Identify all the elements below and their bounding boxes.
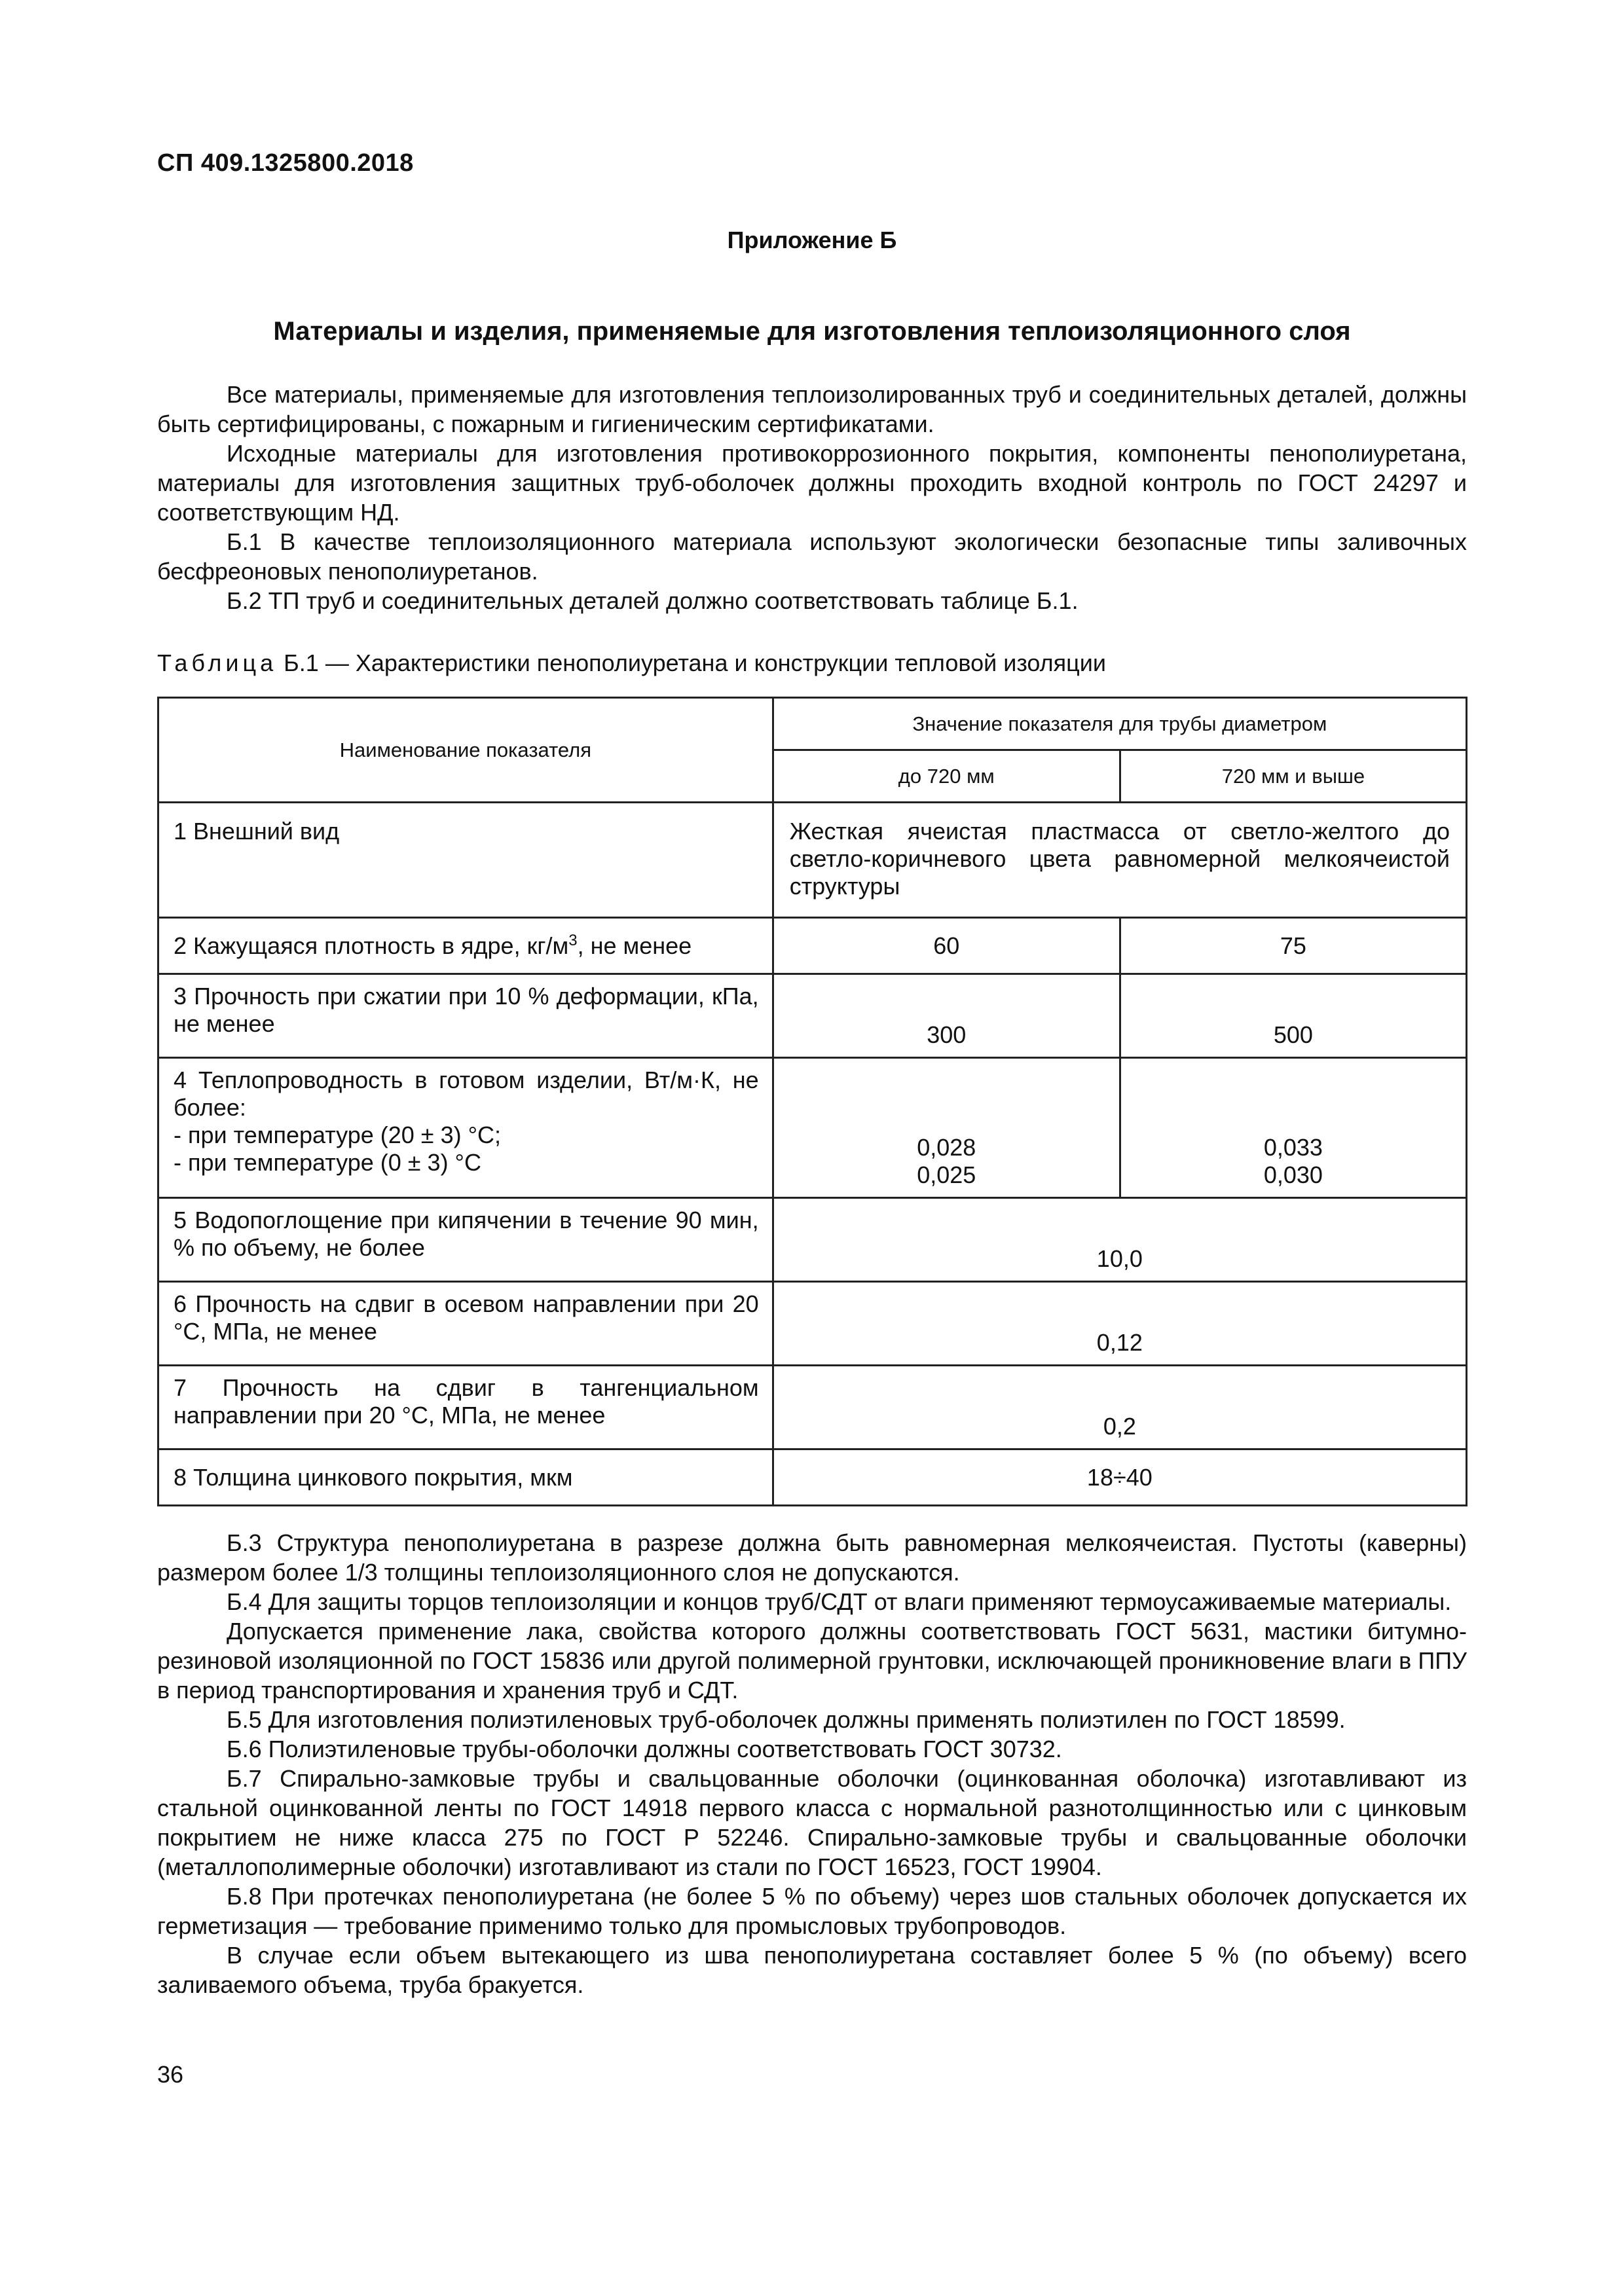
row-name: 8 Толщина цинкового покрытия, мкм [158,1449,773,1506]
row-subline: - при температуре (0 ± 3) °С [174,1149,481,1176]
row-value: 0,12 [773,1282,1466,1366]
row-value-col1 [773,1058,1120,1198]
characteristics-table [157,697,1467,1506]
value-line: 0,030 [1263,1161,1323,1188]
row-name: 3 Прочность при сжатии при 10 % деформации, кПа, не менее [158,974,773,1058]
intro-paragraph: Б.1 В качестве теплоизоляционного материала используют экологически безопасные типы заливочных бесфреоновых пенополиуретанов. [157,528,1467,585]
intro-text [157,380,1467,615]
table-row [158,1058,1467,1198]
clause-paragraph: Б.5 Для изготовления полиэтиленовых труб-оболочек должны применять полиэтилен по ГОСТ 18599. [227,1706,1346,1733]
table-row [158,803,1467,918]
row-value: 10,0 [773,1198,1466,1282]
appendix-label: Приложение Б [727,227,897,253]
page-number: 36 [157,2061,184,2088]
row-value-col2: 75 [1120,918,1466,974]
row-value-col1: 60 [773,918,1120,974]
table-row [158,1282,1467,1366]
clause-paragraph: Б.3 Структура пенополиуретана в разрезе должна быть равномерная мелкоячеистая. Пустоты (каверны) размером более 1/3 толщины теплоизоляционного слоя не допускаются. [157,1529,1467,1586]
row-value: 18÷40 [773,1449,1466,1506]
table-caption [157,649,1106,677]
clause-paragraph: Б.7 Спирально-замковые трубы и свальцованные оболочки (оцинкованная оболочка) изготавливают из стальной оцинкованной ленты по ГОСТ 14918 первого класса с нормальной разнотолщинностью или с цинковым покрытием не ниже класса 275 по ГОСТ Р 52246. Спирально-замковые трубы и свальцованные оболочки (металлополимерные оболочки) изготавливают из стали по ГОСТ 16523, ГОСТ 19904. [157,1765,1467,1880]
table-row [158,1198,1467,1282]
row-name-text: 4 Теплопроводность в готовом изделии, Вт/м·К, не более: [174,1066,759,1121]
row-name-text: 2 Кажущаяся плотность в ядре, кг/м [174,932,569,959]
row-value: 0,2 [773,1366,1466,1449]
row-value-col2: 500 [1120,974,1466,1058]
clause-paragraph: Б.4 Для защиты торцов теплоизоляции и концов труб/СДТ от влаги применяют термоусаживаемые материалы. [227,1588,1452,1615]
clauses-text [157,1528,1467,1999]
appendix-title: Материалы и изделия, применяемые для изготовления теплоизоляционного слоя [273,317,1351,346]
clause-paragraph: Допускается применение лака, свойства которого должны соответствовать ГОСТ 5631, мастики битумно-резиновой изоляционной по ГОСТ 15836 или другой полимерной грунтовки, исключающей проникновение влаги в ППУ в период транспортирования и хранения труб и СДТ. [157,1618,1467,1704]
row-value-col2 [1120,1058,1466,1198]
table-caption-word: Таблица [157,649,278,676]
header-col-720-plus: 720 мм и выше [1120,750,1466,803]
document-code: СП 409.1325800.2018 [157,149,414,177]
value-line: 0,025 [917,1161,976,1188]
value-line: 0,028 [917,1134,976,1161]
row-name [158,1058,773,1198]
table-row [158,974,1467,1058]
clause-paragraph: Б.6 Полиэтиленовые трубы-оболочки должны соответствовать ГОСТ 30732. [227,1736,1062,1762]
row-subline: - при температуре (20 ± 3) °С; [174,1121,501,1148]
intro-paragraph: Исходные материалы для изготовления противокоррозионного покрытия, компоненты пенополиуретана, материалы для изготовления защитных труб-оболочек должны проходить входной контроль по ГОСТ 24297 и соответствующим НД. [157,440,1467,526]
row-name: 1 Внешний вид [158,803,773,918]
clause-paragraph: В случае если объем вытекающего из шва пенополиуретана составляет более 5 % (по объему) всего заливаемого объема, труба бракуется. [157,1942,1467,1998]
clause-paragraph: Б.8 При протечках пенополиуретана (не более 5 % по объему) через шов стальных оболочек допускается их герметизация — требование применимо только для промысловых трубопроводов. [157,1883,1467,1939]
table-row [158,1449,1467,1506]
row-name: 6 Прочность на сдвиг в осевом направлении при 20 °С, МПа, не менее [158,1282,773,1366]
row-value: Жесткая ячеистая пластмасса от светло-желтого до светло-коричневого цвета равномерной мелкоячеистой структуры [773,803,1466,918]
table-row [158,918,1467,974]
header-col-under-720: до 720 мм [773,750,1120,803]
row-name [158,918,773,974]
row-value-col1: 300 [773,974,1120,1058]
table-caption-text: Б.1 — Характеристики пенополиуретана и конструкции тепловой изоляции [284,649,1106,676]
table-header-row [158,698,1467,750]
intro-paragraph: Б.2 ТП труб и соединительных деталей должно соответствовать таблице Б.1. [227,587,1079,614]
value-line: 0,033 [1263,1134,1323,1161]
row-name-superscript: 3 [568,931,578,949]
table-row [158,1366,1467,1449]
row-name: 5 Водопоглощение при кипячении в течение 90 мин, % по объему, не более [158,1198,773,1282]
header-name-cell: Наименование показателя [158,698,773,803]
row-name-suffix: , не менее [577,932,692,959]
header-value-cell: Значение показателя для трубы диаметром [773,698,1466,750]
intro-paragraph: Все материалы, применяемые для изготовления теплоизолированных труб и соединительных деталей, должны быть сертифицированы, с пожарным и гигиеническим сертификатами. [157,381,1467,437]
row-name: 7 Прочность на сдвиг в тангенциальном направлении при 20 °С, МПа, не менее [158,1366,773,1449]
